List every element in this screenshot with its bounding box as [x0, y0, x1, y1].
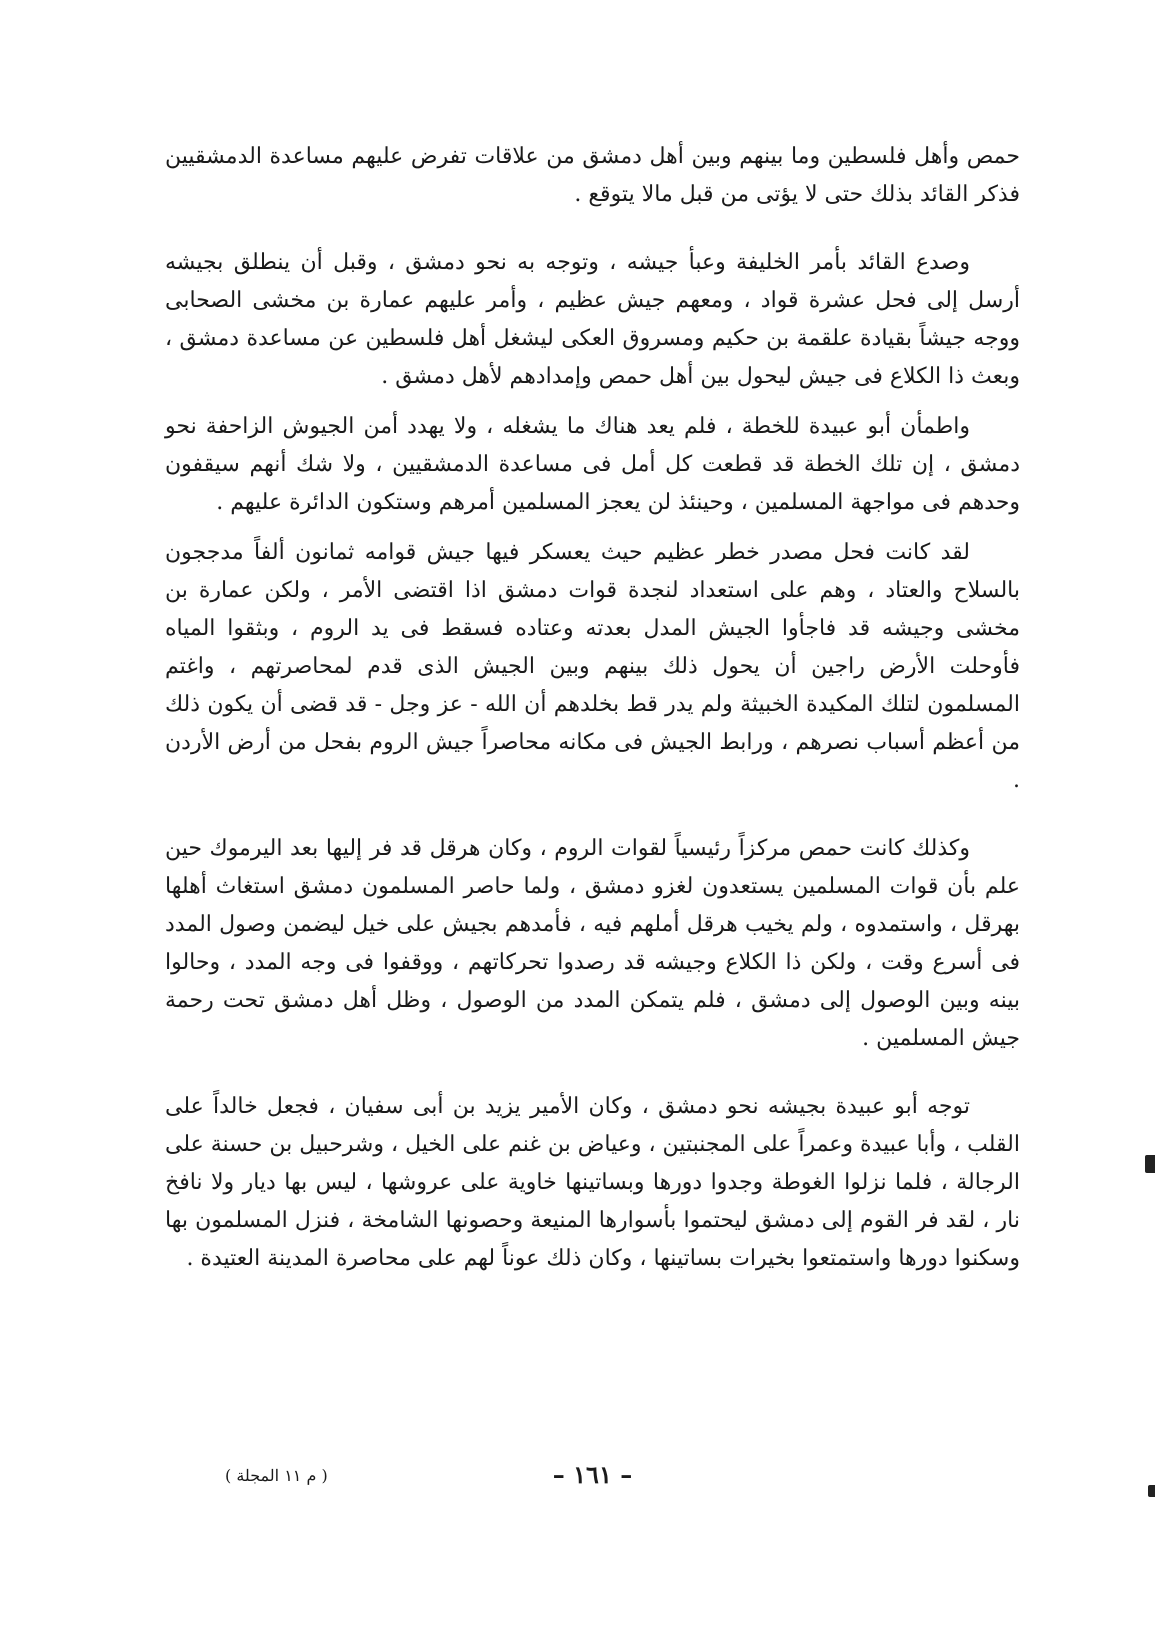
edge-mark	[1148, 1485, 1155, 1497]
paragraph-2: وصدع القائد بأمر الخليفة وعبأ جيشه ، وتوجه به نحو دمشق ، وقبل أن ينطلق بجيشه أرسل إلى فحل عشرة قواد ، ومعهم جيش عظيم ، وأمر عليهم عمارة بن مخشى الصحابى ووجه جيشاً بقيادة علقمة بن حكيم ومسروق العكى ليشغل أهل فلسطين عن مساعدة دمشق ، وبعث ذا الكلاع فى جيش ليحول بين أهل حمص وإمدادهم لأهل دمشق .	[165, 250, 1020, 389]
page-number: – ١٦١ –	[552, 1460, 633, 1489]
paragraph-1: حمص وأهل فلسطين وما بينهم وبين أهل دمشق من علاقات تفرض عليهم مساعدة الدمشقيين فذكر القائد بذلك حتى لا يؤتى من قبل مالا يتوقع .	[165, 144, 1021, 207]
edge-mark	[1145, 1155, 1155, 1173]
paragraph-4: لقد كانت فحل مصدر خطر عظيم حيث يعسكر فيها جيش قوامه ثمانون ألفاً مدججون بالسلاح والعتاد ، وهم على استعداد لنجدة قوات دمشق اذا اقتضى الأمر ، ولكن عمارة بن مخشى وجيشه قد فاجأوا الجيش المدل بعدته وعتاده فسقط فى يد الروم ، وبثقوا المياه فأوحلت الأرض راجين أن يحول ذلك بينهم وبين الجيش الذى قدم لمحاصرتهم ، واغتم المسلمون لتلك المكيدة الخبيثة ولم يدر قط بخلدهم أن الله - عز وجل - قد قضى أن يكون ذلك من أعظم أسباب نصرهم ، ورابط الجيش فى مكانه محاصراً جيش الروم بفحل من أرض الأردن .	[165, 540, 1020, 793]
page-footer	[165, 1460, 1020, 1500]
paragraph-6: توجه أبو عبيدة بجيشه نحو دمشق ، وكان الأمير يزيد بن أبى سفيان ، فجعل خالداً على القلب ، وأبا عبيدة وعمراً على المجنبتين ، وعياض بن غنم على الخيل ، وشرحبيل بن حسنة على الرجالة ، فلما نزلوا الغوطة وجدوا دورها وبساتينها خاوية على عروشها ، ليس بها ديار ولا نافخ نار ، لقد فر القوم إلى دمشق ليحتموا بأسوارها المنيعة وحصونها الشامخة ، فنزل المسلمون بها وسكنوا دورها واستمتعوا بخيرات بساتينها ، وكان ذلك عوناً لهم على محاصرة المدينة العتيدة .	[165, 1094, 1020, 1271]
paragraph-3: واطمأن أبو عبيدة للخطة ، فلم يعد هناك ما يشغله ، ولا يهدد أمن الجيوش الزاحفة نحو دمشق ، إن تلك الخطة قد قطعت كل أمل فى مساعدة الدمشقيين ، ولا شك أنهم سيقفون وحدهم فى مواجهة المسلمين ، وحينئذ لن يعجز المسلمين أمرهم وستكون الدائرة عليهم .	[165, 414, 1020, 515]
body-text	[165, 138, 1020, 1278]
signature-mark: ( م ١١ المجلة )	[225, 1466, 328, 1485]
paragraph-5: وكذلك كانت حمص مركزاً رئيسياً لقوات الروم ، وكان هرقل قد فر إليها بعد اليرموك حين علم بأن قوات المسلمين يستعدون لغزو دمشق ، ولما حاصر المسلمون دمشق استغاث أهلها بهرقل ، واستمدوه ، ولم يخيب هرقل أملهم فيه ، فأمدهم بجيش على خيل ليضمن وصول المدد فى أسرع وقت ، ولكن ذا الكلاع وجيشه قد رصدوا تحركاتهم ، ووقفوا فى وجه المدد ، وحالوا بينه وبين الوصول إلى دمشق ، فلم يتمكن المدد من الوصول ، وظل أهل دمشق تحت رحمة جيش المسلمين .	[165, 836, 1020, 1051]
